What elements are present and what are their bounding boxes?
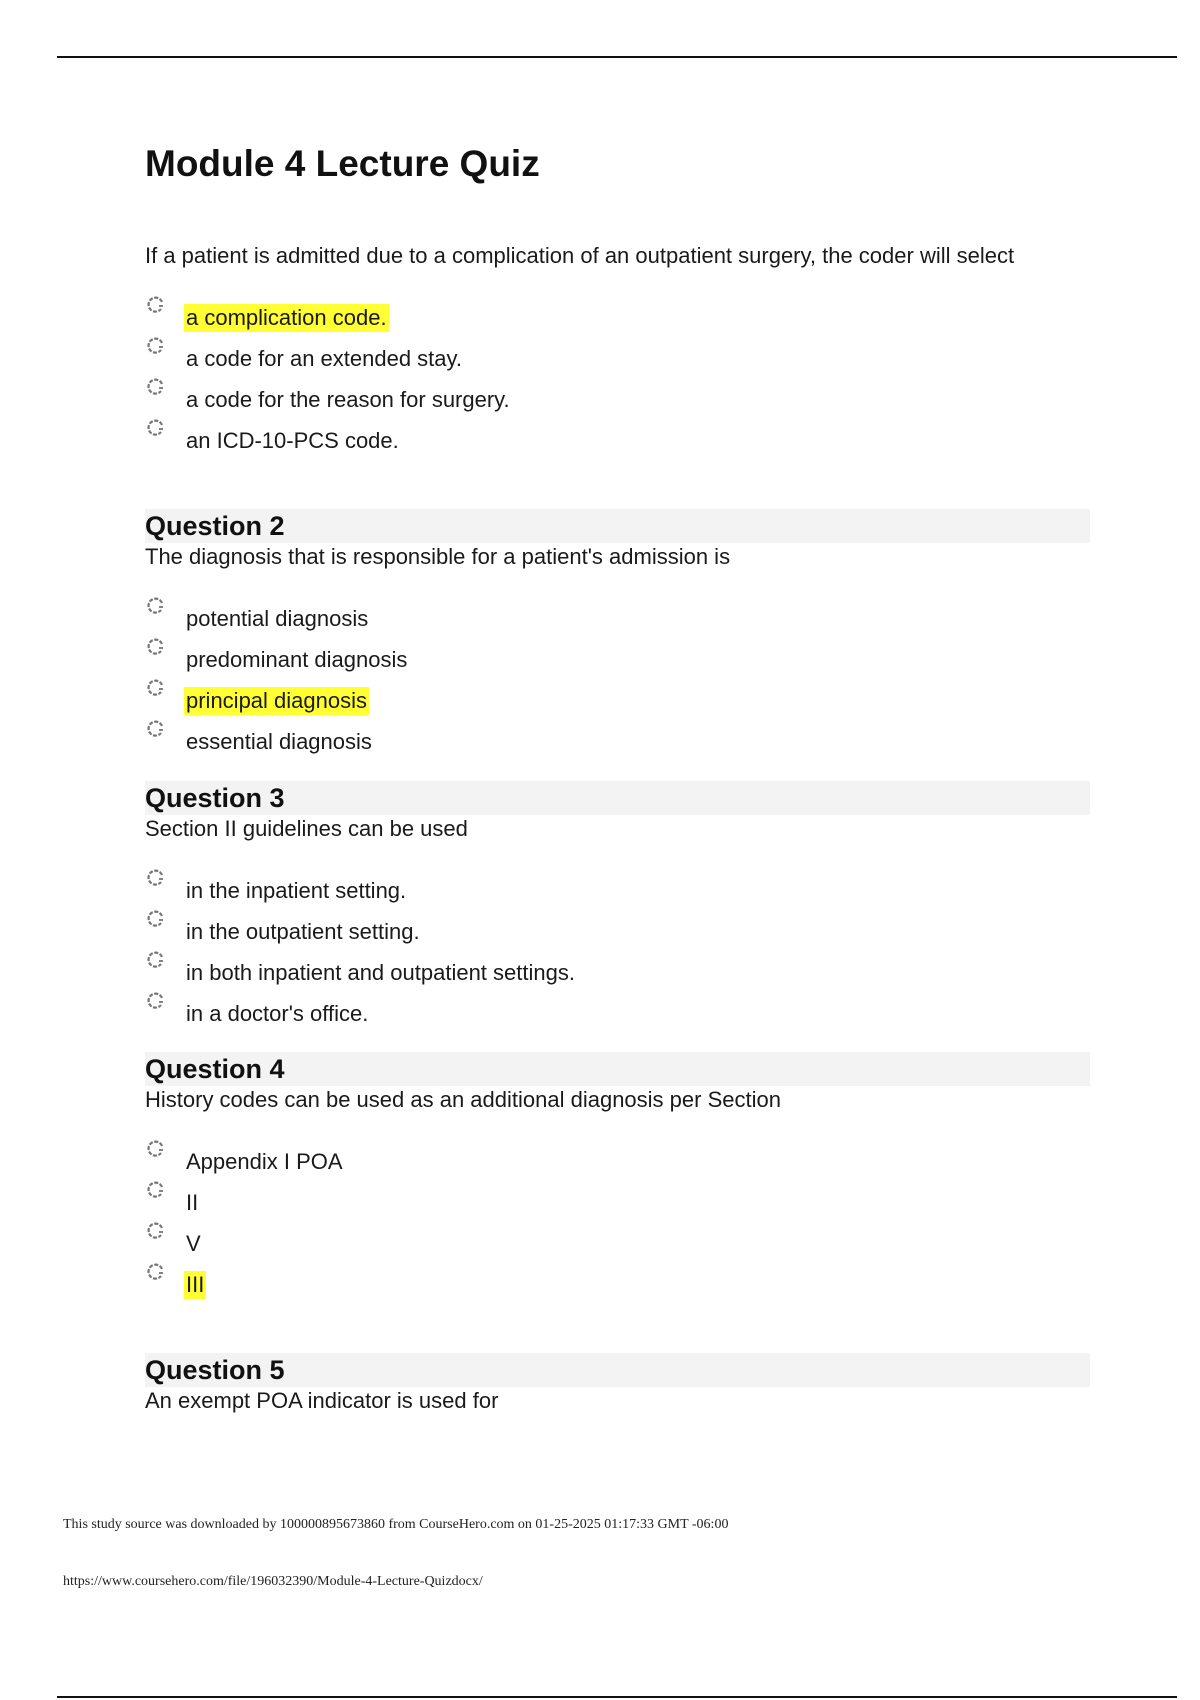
- question-3-option-3[interactable]: [145, 951, 1090, 992]
- option-label: in the outpatient setting.: [186, 919, 420, 944]
- question-2: [145, 509, 1090, 761]
- radio-button-icon[interactable]: [147, 1181, 165, 1199]
- radio-button-icon[interactable]: [147, 597, 165, 615]
- option-label: a code for an extended stay.: [186, 346, 462, 371]
- radio-button-icon[interactable]: [147, 419, 165, 437]
- radio-button-icon[interactable]: [147, 720, 165, 738]
- question-5-text: An exempt POA indicator is used for: [145, 1388, 499, 1413]
- question-2-option-1[interactable]: [145, 597, 1090, 638]
- radio-button-icon[interactable]: [147, 296, 165, 314]
- radio-button-icon[interactable]: [147, 869, 165, 887]
- option-label: V: [186, 1231, 201, 1256]
- radio-button-icon[interactable]: [147, 638, 165, 656]
- top-divider: [57, 56, 1177, 58]
- option-label: potential diagnosis: [186, 606, 369, 631]
- question-4-text: History codes can be used as an additional diagnosis per Section: [145, 1087, 781, 1112]
- radio-button-icon[interactable]: [147, 1140, 165, 1158]
- option-label: a complication code.: [186, 305, 387, 330]
- question-5-heading: Question 5: [145, 1353, 1090, 1387]
- question-1-text: If a patient is admitted due to a complication of an outpatient surgery, the coder will select: [145, 243, 1015, 268]
- bottom-divider: [57, 1696, 1177, 1698]
- radio-button-icon[interactable]: [147, 1222, 165, 1240]
- question-2-option-3[interactable]: [145, 679, 1090, 720]
- question-3-options: [145, 869, 1090, 1033]
- question-3-heading: Question 3: [145, 781, 1090, 815]
- option-label: a code for the reason for surgery.: [186, 387, 510, 412]
- option-label: in a doctor's office.: [186, 1001, 369, 1026]
- question-2-option-2[interactable]: [145, 638, 1090, 679]
- radio-button-icon[interactable]: [147, 992, 165, 1010]
- download-notice: This study source was downloaded by 100000895673860 from CourseHero.com on 01-25-2025 01:17:33 GMT -06:00: [63, 1517, 729, 1532]
- question-5: [145, 1353, 1090, 1415]
- question-3-text: Section II guidelines can be used: [145, 816, 468, 841]
- question-4-option-3[interactable]: [145, 1222, 1090, 1263]
- radio-button-icon[interactable]: [147, 378, 165, 396]
- page-title: Module 4 Lecture Quiz: [145, 143, 540, 184]
- question-2-heading: Question 2: [145, 509, 1090, 543]
- question-4-options: [145, 1140, 1090, 1304]
- option-label: III: [186, 1272, 205, 1297]
- option-label: in both inpatient and outpatient settings.: [186, 960, 575, 985]
- radio-button-icon[interactable]: [147, 1263, 165, 1281]
- option-label: in the inpatient setting.: [186, 878, 407, 903]
- option-label: an ICD-10-PCS code.: [186, 428, 399, 453]
- question-3-option-4[interactable]: [145, 992, 1090, 1033]
- question-1-option-1[interactable]: [145, 296, 1090, 337]
- question-4-heading: Question 4: [145, 1052, 1090, 1086]
- question-4-option-2[interactable]: [145, 1181, 1090, 1222]
- question-3-option-2[interactable]: [145, 910, 1090, 951]
- question-3-option-1[interactable]: [145, 869, 1090, 910]
- question-2-option-4[interactable]: [145, 720, 1090, 761]
- question-1-option-3[interactable]: [145, 378, 1090, 419]
- question-1-options: [145, 296, 1090, 460]
- option-label: Appendix I POA: [186, 1149, 343, 1174]
- option-label: II: [186, 1190, 199, 1215]
- source-url-link[interactable]: https://www.coursehero.com/file/196032390/Module-4-Lecture-Quizdocx/: [63, 1574, 483, 1589]
- radio-button-icon[interactable]: [147, 679, 165, 697]
- option-label: principal diagnosis: [186, 688, 367, 713]
- question-1: [145, 242, 1090, 460]
- radio-button-icon[interactable]: [147, 951, 165, 969]
- question-4-option-4[interactable]: [145, 1263, 1090, 1304]
- radio-button-icon[interactable]: [147, 337, 165, 355]
- option-label: essential diagnosis: [186, 729, 372, 754]
- question-2-options: [145, 597, 1090, 761]
- question-4: [145, 1052, 1090, 1304]
- radio-button-icon[interactable]: [147, 910, 165, 928]
- question-4-option-1[interactable]: [145, 1140, 1090, 1181]
- question-1-option-2[interactable]: [145, 337, 1090, 378]
- question-3: [145, 781, 1090, 1033]
- question-1-option-4[interactable]: [145, 419, 1090, 460]
- option-label: predominant diagnosis: [186, 647, 408, 672]
- question-2-text: The diagnosis that is responsible for a patient's admission is: [145, 544, 731, 569]
